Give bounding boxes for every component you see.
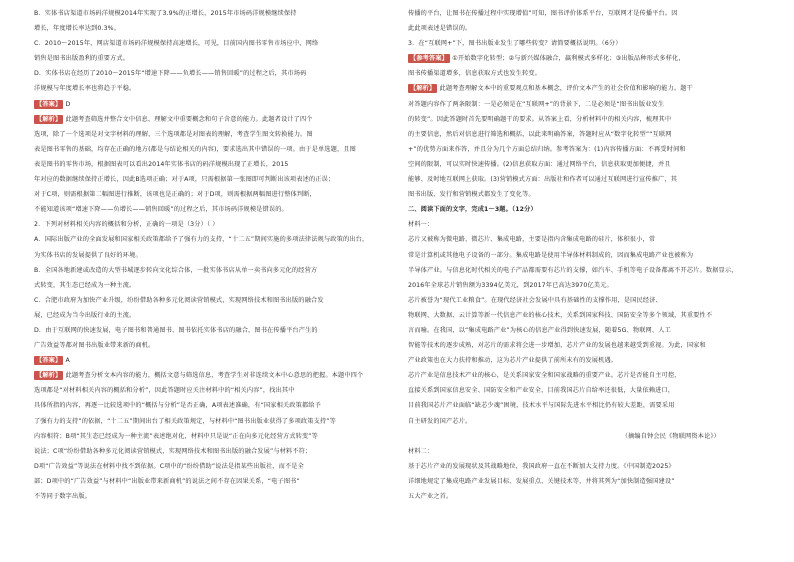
answer-value: A [65,357,70,365]
text-line: 部；D项中的“广告效益”与材料中“出版业带来新商机”的说法之间不存在因果关系，“电子图书” [34,477,300,485]
text-line: 此此项表述是错误的。 [408,25,472,33]
text-line: 选项都是“对材料相关内容的概括和分析”，因此答题时应关注材料中的“相关内容”，找出其中 [34,387,295,395]
left-column [34,6,386,504]
analysis-tag: 【解析】 [36,115,62,123]
text-line: 2016年全球芯片销售额为3394亿美元，到2017年已高达3970亿美元。 [408,281,613,289]
answer-tag: 【答案】 [36,100,62,108]
text-line: 物联网、大数据、云计算等新一代信息产业的核心技术，关系到国家科技、国防安全等多个领域，其重要性不 [408,311,713,319]
text-line: 对答题内容作了两条限制：一是必须是在“互联网+”的背景下，二是必须是“图书出版业发生 [408,100,665,108]
text-line: 芯片又被称为微电路、微芯片、集成电路，主要是指内含集成电路的硅片，体积很小，常 [408,236,656,244]
text-line: 具体所指的内容，再逐一比较选项中的“概括与分析”是否正确，A项表述准确，有“国家相关政策都给予 [34,402,321,410]
analysis-tag: 【解析】 [36,372,62,380]
option-line: B．全国各地新建或改造的大型书城逐步转向文化综合体，一批实体书店从单一卖书向多元化的经营方 [34,266,318,274]
text-line: 目前我国芯片产业面临“缺芯少魂”困境，技术水平与国际先进水平相比仍有较大差距，需要采用 [408,402,675,410]
text-line: 芯片产业是信息技术产业的核心，是关系国家安全和国家战略的重要产业。芯片是否能自主可控， [408,372,681,380]
option-line: 广告效益等都对图书出版业带来新的商机。 [34,342,155,350]
reference-answer-text: ①开始数字化转型；②与新兴媒体融合，赢利模式多样化；③出版品种形式多样化， [452,55,685,63]
question-2: 2．下列对材料相关内容的概括和分析，正确的一项是（3分）（ ） [34,221,219,229]
text-line: +”的优势方面来作答，并且分为几个方面总结归纳。参考答案为：(1)内容传播方面：不再受时间和 [408,145,686,153]
analysis-text: 此题考查理解文本中的重要观点和基本概念，评价文本产生的社会价值和影响的能力。题干 [439,85,693,93]
answer-value: D [65,100,71,108]
answer-line [34,97,386,112]
text-line: 基于芯片产业的发展现状及其战略地位，我国政府一直在不断加大支持力度。《中国制造2025》 [408,462,675,470]
text-line: 的转变”。因此答题时首先要明确题干的要求。从答案上看，分析材料中的相关内容，梳理其中 [408,115,672,123]
analysis-text: 此题考查筛选并整合文中信息、理解文中重要概念和句子含意的能力。此题者设计了四个 [65,115,313,123]
text-line: 增长，年度增长率达到0.3%。 [34,25,121,33]
text-line: 常是计算机或其他电子设备的一部分。集成电路是使用半导体材料制成的，因而集成电路产业也被称为 [408,251,694,259]
material-1-title: 材料一： [408,221,434,229]
text-line: 自主研发的国产芯片。 [408,417,472,425]
option-line: D．由于互联网的快速发展，电子图书和普通图书、图书依托实体书店的融合，图书在传播平台产生的 [34,326,318,334]
option-line: 式转变，其生态已经成为一种主流。 [34,281,136,289]
analysis-line [34,112,386,127]
text-line: 传播的平台，让图书在传播过程中实现增值”可知，图书评价体系平台，互联网才是传播平台。因 [408,10,678,17]
text-line: D项“广告效益”等说法在材料中找不到依据。C项中的“纷纷借助”说法是指某些出版社，而不是全 [34,462,304,470]
text-line: 言而喻。在我国，以“集成电路产业”为核心的信息产业得到快速发展，随着5G、物联网、人工 [408,326,671,334]
option-line: 展，已经成为当今出版行业的主流。 [34,311,136,319]
option-line: A．国际出版产业的全面发展和国家相关政策都给予了强有力的支持，“十二五”期间实施的多项法律法规与政策的出台， [34,236,369,244]
text-line: 销售是图书出版盈利的重要方式。 [34,55,130,63]
text-line: 不能知道该项“增速下降——负增长——销售回暖”的过程之后，其市场码洋规模是错误的。 [34,206,288,214]
right-column [408,6,760,504]
text-line: B．实体书店渠道市场码洋规模2014年实现了3.9%的正增长，2015年市场码洋规模继续保持 [34,10,297,17]
text-line: 空间的限制，可以实时快速传播。(2)信息获取方面：通过网络平台，信息获取更加便捷，并且 [408,160,671,168]
text-line: 智能等技术的逐步成熟，对芯片的需求将会进一步增加，芯片产业的发展也越来越受到重视。为此，国家和 [408,342,706,350]
text-line: 详细地规定了集成电路产业发展目标、发展重点、关键技术等，并将其列为“加快制造强国建设” [408,477,675,485]
text-line: 图书传播渠道增多，信息获取方式也发生转变。 [408,70,542,78]
text-line: 洋规模与年度增长率也将趋于平稳。 [34,85,136,93]
text-line: 选项，除了一个选项是对文字材料的理解，三个选项都是对图表的理解，考查学生图文转换能力。图 [34,130,313,138]
text-line: D．实体书店在经历了2010～2015年“增速下降——负增长——销售回暖”的过程之后，其市场码 [34,70,307,78]
text-line: 图书出版、发行和营销模式都发生了变化等。 [408,191,535,199]
text-line: 的主要信息，然后对信息进行筛选和概括，以此来明确答案，答题时应从“数字化转型”“互联网 [408,130,672,138]
text-line: 能够、及时地互联网上获取。(3)营销模式方面：出版社和作者可以通过互联网进行宣传推广，其 [408,176,678,184]
material-2-title: 材料二： [408,447,434,455]
text-line: 五大产业之首。 [408,493,453,500]
text-line: 表是图书的零售市场，根据图表可以看出2014年实体书店的码洋规模出现了正增长，2015 [34,160,289,168]
text-line: 年对应的数据继续保持正增长，因此B选项正确；对于A项，只需根据第一张图即可判断出该项表述的正误； [34,176,335,184]
text-line: 直接关系到国家信息安全、国防安全和产业安全，目前我国芯片自给率还很低，大量依赖进口， [408,387,675,395]
text-line: 产业政策也在大力扶持和推动，这为芯片产业提供了前所未有的发展机遇。 [408,357,618,365]
text-line: C．2010～2015年，网店渠道市场码洋规模保持高速增长，可见，目前国内图书零售市场应中，网络 [34,40,319,48]
section-heading: 二、阅读下面的文字，完成1～3题。（12分） [408,206,537,214]
option-line: C．合肥市政府为加快产业升级，纷纷借助各种多元化阅读营销模式，实现网络技术和图书出版的融合发 [34,296,324,304]
text-line: 表是图书零售的基础，均存在正确的地方(都是与结论相关的内容)，要求选出其中错误的一项。由于是单选题，且图 [34,145,356,153]
text-line: 芯片被誉为“现代工业粮食”。在现代经济社会发展中具有基础性的支撑作用，是国民经济、 [408,296,662,304]
text-line: 半导体产业。与信息化时代相关的电子产品都需要有芯片的支撑，如汽车、手机等电子设备都离不开芯片。数据显示， [408,266,738,274]
text-line: 不等同于数字出版。 [34,493,92,500]
analysis-text: 此题考查分析文本内容的能力，概括文意与筛选信息，考查学生对非连续文本中心意思的把握。本题中四个 [65,372,364,380]
text-line: 对于C项，则需根据第二幅图进行推断，该项也是正确的；对于D项，则需根据两幅图进行整体判断， [34,191,316,199]
reference-answer-tag: 【参考答案】 [410,55,449,63]
answer-line [34,353,386,368]
material-1-source: （摘编自钟会民《物联网资本论》） [621,432,720,440]
analysis-tag: 【解析】 [410,85,436,93]
reference-answer-line [408,51,760,66]
analysis-line [34,368,386,383]
text-line: 了强有力的支持”的依据，“十二五”期间出台了相关政策规定，与材料中“图书出版业获得了多项政策支持”等 [34,417,336,425]
answer-tag: 【答案】 [36,357,62,365]
analysis-line [408,81,760,96]
option-line: 为实体书店的发展提供了良好的环境。 [34,251,142,259]
text-line: 说法；C项“纷纷借助各种多元化阅读营销模式，实现网络技术和图书出版的融合发展”与材料不符； [34,447,312,455]
question-3: 3．在“互联网+”下，图书出版业发生了哪些转变？请简要概括说明。（6分） [408,40,622,48]
text-line: 内容相符；B项“其生态已经成为一种主流”表述绝对化，材料中只是说“正在向多元化经营方式转变”等 [34,432,318,440]
